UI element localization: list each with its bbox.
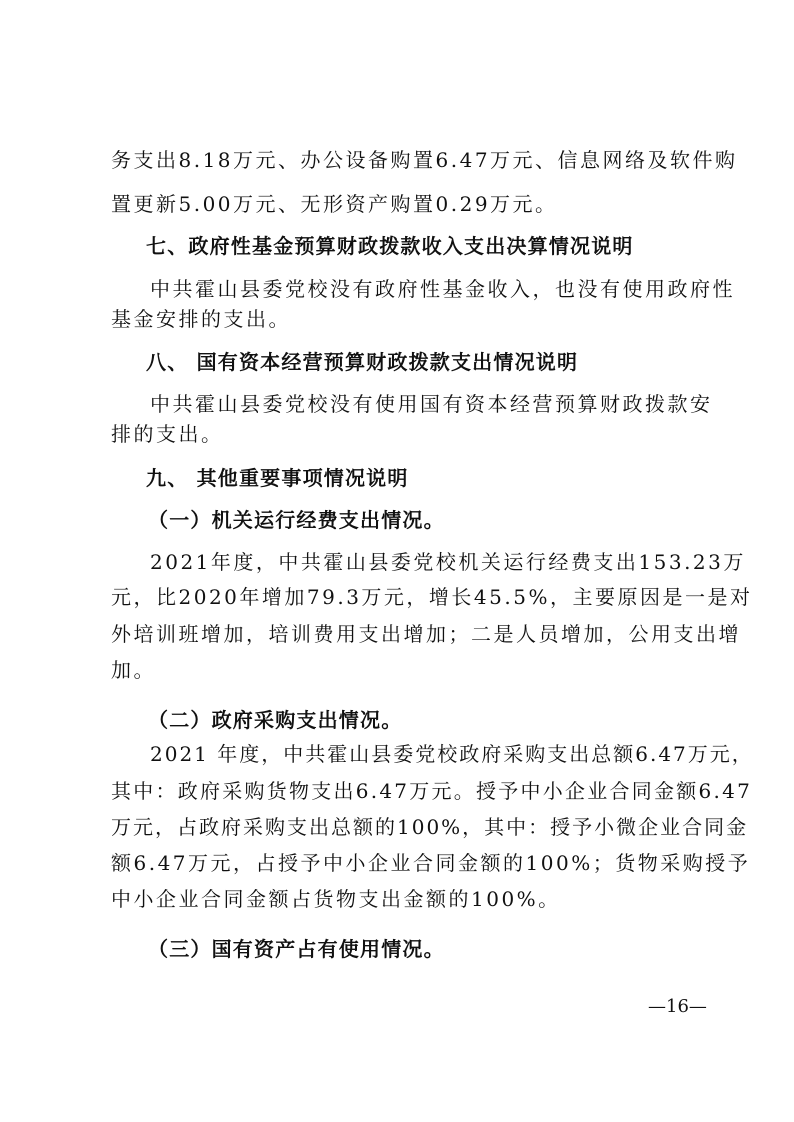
body-text-line: 万元，占政府采购支出总额的100%，其中：授予小微企业合同金 bbox=[111, 815, 749, 839]
body-text-line: 务支出8.18万元、办公设备购置6.47万元、信息网络及软件购 bbox=[111, 148, 738, 172]
subsection-heading-1: （一）机关运行经费支出情况。 bbox=[148, 508, 445, 532]
body-text-line: 中共霍山县委党校没有政府性基金收入，也没有使用政府性 bbox=[150, 277, 735, 301]
body-text-line: 置更新5.00万元、无形资产购置0.29万元。 bbox=[111, 192, 558, 216]
body-text-line: 2021年度，中共霍山县委党校机关运行经费支出153.23万 bbox=[150, 550, 746, 574]
body-text-line: 外培训班增加，培训费用支出增加；二是人员增加，公用支出增 bbox=[111, 622, 741, 646]
section-heading-9: 九、 其他重要事项情况说明 bbox=[146, 466, 409, 490]
body-text-line: 基金安排的支出。 bbox=[111, 307, 291, 331]
body-text-line: 额6.47万元，占授予中小企业合同金额的100%；货物采购授予 bbox=[111, 851, 751, 875]
body-text-line: 中共霍山县委党校没有使用国有资本经营预算财政拨款安 bbox=[150, 392, 713, 416]
body-text-line: 中小企业合同金额占货物支出金额的100%。 bbox=[111, 887, 561, 911]
section-heading-7: 七、政府性基金预算财政拨款收入支出决算情况说明 bbox=[146, 234, 634, 258]
body-text-line: 其中：政府采购货物支出6.47万元。授予中小企业合同金额6.47 bbox=[111, 779, 753, 803]
subsection-heading-3: （三）国有资产占有使用情况。 bbox=[148, 937, 445, 961]
body-text-line: 元，比2020年增加79.3万元，增长45.5%，主要原因是一是对 bbox=[111, 585, 753, 609]
section-heading-8: 八、 国有资本经营预算财政拨款支出情况说明 bbox=[146, 350, 579, 374]
body-text-line: 排的支出。 bbox=[111, 422, 224, 446]
page-number: —16— bbox=[648, 996, 707, 1017]
subsection-heading-2: （二）政府采购支出情况。 bbox=[148, 708, 403, 732]
body-text-line: 2021 年度，中共霍山县委党校政府采购支出总额6.47万元， bbox=[150, 742, 754, 766]
body-text-line: 加。 bbox=[111, 658, 156, 682]
